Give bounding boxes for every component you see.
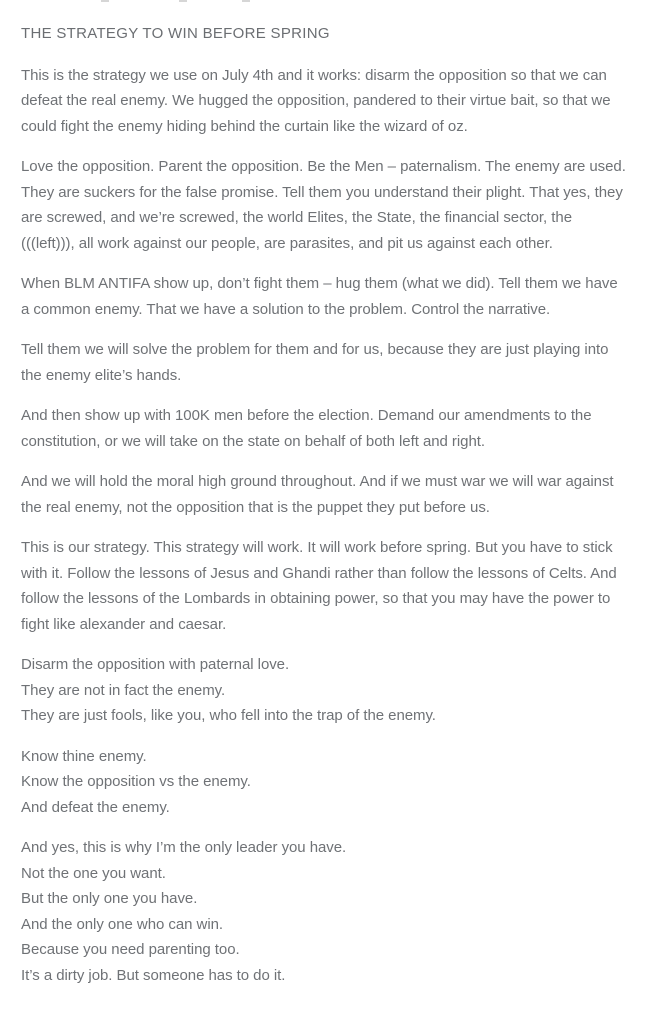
- paragraph: Love the opposition. Parent the opposition. Be the Men – paternalism. The enemy are used. They are suckers for the false promise. Tell them you understand their plight. That yes, they are screwed, and we’re screwed, the world Elites, the State, the financial sector, the (((left))), all work against our people, are parasites, and pit us against each other.: [21, 158, 626, 252]
- paragraph: When BLM ANTIFA show up, don’t fight them – hug them (what we did). Tell them we have a common enemy. That we have a solution to the problem. Control the narrative.: [21, 275, 618, 318]
- document-body: [21, 63, 627, 989]
- cropped-text-remnant-mark: [242, 0, 250, 2]
- paragraph: This is our strategy. This strategy will work. It will work before spring. But you have to stick with it. Follow the lessons of Jesus and Ghandi rather than follow the lessons of Celts. And follow the lessons of the Lombards in obtaining power, so that you may have the power to fight like alexander and caesar.: [21, 539, 617, 633]
- stanza-paragraph: Know thine enemy. Know the opposition vs the enemy. And defeat the enemy.: [21, 747, 251, 816]
- stanza-paragraph: Disarm the opposition with paternal love. They are not in fact the enemy. They are just fools, like you, who fell into the trap of the enemy.: [21, 656, 436, 724]
- document-title: THE STRATEGY TO WIN BEFORE SPRING: [21, 25, 330, 42]
- paragraph: Tell them we will solve the problem for them and for us, because they are just playing into the enemy elite’s hands.: [21, 341, 609, 384]
- paragraph: This is the strategy we use on July 4th and it works: disarm the opposition so that we can defeat the real enemy. We hugged the opposition, pandered to their virtue bait, so that we could fight the enemy hiding behind the curtain like the wizard of oz.: [21, 66, 611, 135]
- paragraph: And then show up with 100K men before the election. Demand our amendments to the constitution, or we will take on the state on behalf of both left and right.: [21, 407, 592, 450]
- paragraph: And we will hold the moral high ground throughout. And if we must war we will war against the real enemy, not the opposition that is the puppet they put before us.: [21, 473, 614, 516]
- cropped-line-remnants: [0, 0, 646, 3]
- cropped-text-remnant-mark: [101, 0, 109, 2]
- cropped-text-remnant-mark: [179, 0, 187, 2]
- stanza-paragraph: And yes, this is why I’m the only leader you have. Not the one you want. But the only one you have. And the only one who can win. Because you need parenting too. It’s a dirty job. But someone has to do it.: [21, 839, 347, 984]
